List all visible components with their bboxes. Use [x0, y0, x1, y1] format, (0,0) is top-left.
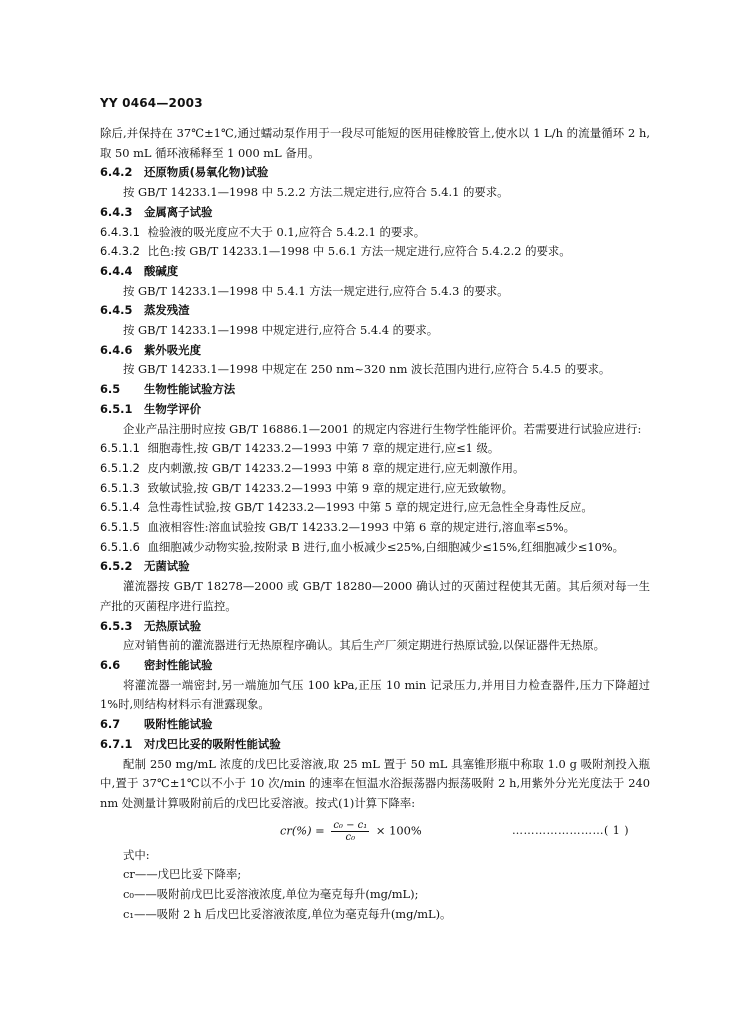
section-heading	[100, 557, 650, 577]
document-body	[100, 124, 650, 924]
formula-lhs: cr(%) =	[280, 823, 325, 838]
formula-numerator: c₀ − c₁	[333, 819, 368, 831]
section-heading	[100, 163, 650, 183]
clause-number: 6.4.3.2	[100, 244, 140, 259]
section-number: 6.5.1	[100, 401, 133, 416]
section-number: 6.4.6	[100, 342, 133, 357]
section-title: 密封性能试验	[144, 657, 213, 672]
section-title: 酸碱度	[144, 263, 179, 278]
section-title: 还原物质(易氧化物)试验	[144, 165, 269, 180]
clause-number: 6.5.1.2	[100, 460, 140, 475]
section-title: 无热原试验	[144, 618, 201, 633]
section-heading	[100, 400, 650, 420]
formula-row	[100, 816, 650, 844]
section-number: 6.6	[100, 657, 121, 672]
section-number: 6.4.4	[100, 263, 133, 278]
clause	[100, 223, 650, 243]
section-title: 生物学评价	[144, 401, 201, 416]
clause-text: 致敏试验,按 GB/T 14233.2—1993 中第 9 章的规定进行,应无致敏物。	[147, 480, 514, 495]
section-number: 6.4.3	[100, 204, 133, 219]
section-number: 6.5.3	[100, 618, 133, 633]
paragraph: 按 GB/T 14233.1—1998 中 5.4.1 方法一规定进行,应符合 5.4.3 的要求。	[123, 283, 509, 298]
section-heading	[100, 735, 650, 755]
where-label: 式中:	[123, 847, 150, 862]
section-heading	[100, 617, 650, 637]
definition: c₀——吸附前戊巴比妥溶液浓度,单位为毫克每升(mg/mL);	[123, 887, 419, 902]
document-code: YY 0464—2003	[100, 96, 203, 110]
clause-number: 6.5.1.4	[100, 500, 140, 515]
definition: c₁——吸附 2 h 后戊巴比妥溶液浓度,单位为毫克每升(mg/mL)。	[123, 906, 452, 921]
clause	[100, 518, 650, 538]
formula-denominator: c₀	[345, 831, 356, 843]
section-title: 无菌试验	[144, 559, 190, 574]
section-heading	[100, 715, 650, 735]
formula-fraction	[331, 820, 369, 843]
section-title: 生物性能试验方法	[144, 382, 236, 397]
clause	[100, 242, 650, 262]
section-number: 6.7	[100, 717, 121, 732]
section-number: 6.4.2	[100, 165, 133, 180]
section-number: 6.4.5	[100, 303, 133, 318]
section-number: 6.7.1	[100, 736, 133, 751]
clause-number: 6.5.1.6	[100, 539, 140, 554]
section-number: 6.5.2	[100, 559, 133, 574]
paragraph: 按 GB/T 14233.1—1998 中规定进行,应符合 5.4.4 的要求。	[123, 323, 439, 338]
section-heading	[100, 203, 650, 223]
paragraph: 按 GB/T 14233.1—1998 中规定在 250 nm~320 nm 波长范围内进行,应符合 5.4.5 的要求。	[123, 362, 611, 377]
section-heading	[100, 262, 650, 282]
section-heading	[100, 301, 650, 321]
section-title: 吸附性能试验	[144, 717, 213, 732]
paragraph: 配制 250 mg/mL 浓度的戊巴比妥溶液,取 25 mL 置于 50 mL 具塞锥形瓶中称取 1.0 g 吸附剂投入瓶中,置于 37℃±1℃以不小于 10 次/min 的速率在恒温水浴振荡器内振荡吸附 2 h,用紫外分光光度法于 240 nm 处测量计算吸附前后的戊巴比妥溶液。按式(1)计算下降率:	[100, 756, 650, 810]
formula-number: ……………………( 1 )	[512, 823, 630, 837]
clause	[100, 538, 650, 558]
section-title: 对戊巴比妥的吸附性能试验	[144, 736, 281, 751]
paragraph: 灌流器按 GB/T 18278—2000 或 GB/T 18280—2000 确认过的灭菌过程使其无菌。其后须对每一生产批的灭菌程序进行监控。	[100, 579, 650, 613]
clause-number: 6.4.3.1	[100, 224, 140, 239]
clause-text: 急性毒性试验,按 GB/T 14233.2—1993 中第 5 章的规定进行,应无急性全身毒性反应。	[147, 500, 593, 515]
paragraph-continued	[100, 124, 650, 163]
section-title: 紫外吸光度	[144, 342, 201, 357]
formula	[280, 820, 422, 843]
clause	[100, 498, 650, 518]
clause-text: 比色:按 GB/T 14233.1—1998 中 5.6.1 方法一规定进行,应符合 5.4.2.2 的要求。	[147, 244, 571, 259]
clause-number: 6.5.1.5	[100, 520, 140, 535]
section-heading	[100, 656, 650, 676]
section-heading	[100, 341, 650, 361]
clause-text: 血细胞减少动物实验,按附录 B 进行,血小板减少≤25%,白细胞减少≤15%,红细胞减少≤10%。	[147, 539, 625, 554]
definition: cr——戊巴比妥下降率;	[123, 867, 242, 882]
clause-number: 6.5.1.3	[100, 480, 140, 495]
clause	[100, 479, 650, 499]
clause	[100, 439, 650, 459]
section-number: 6.5	[100, 382, 121, 397]
clause	[100, 459, 650, 479]
paragraph: 企业产品注册时应按 GB/T 16886.1—2001 的规定内容进行生物学性能评价。若需要进行试验应进行:	[123, 421, 642, 436]
clause-text: 检验液的吸光度应不大于 0.1,应符合 5.4.2.1 的要求。	[147, 224, 426, 239]
section-title: 蒸发残渣	[144, 303, 190, 318]
clause-number: 6.5.1.1	[100, 441, 140, 456]
formula-rhs: × 100%	[375, 823, 422, 838]
text-line: 除后,并保持在 37℃±1℃,通过蠕动泵作用于一段尽可能短的医用硅橡胶管上,使水以 1 L/h 的流量	[100, 126, 602, 140]
paragraph: 应对销售前的灌流器进行无热原程序确认。其后生产厂须定期进行热原试验,以保证器件无热原。	[123, 638, 606, 653]
text-line: 循环 2 h,取 50 mL 循环液稀释至 1 000 mL 备用。	[100, 126, 650, 160]
paragraph: 按 GB/T 14233.1—1998 中 5.2.2 方法二规定进行,应符合 5.4.1 的要求。	[123, 185, 509, 200]
clause-text: 细胞毒性,按 GB/T 14233.2—1993 中第 7 章的规定进行,应≤1 级。	[147, 441, 500, 456]
clause-text: 皮内刺激,按 GB/T 14233.2—1993 中第 8 章的规定进行,应无刺激作用。	[147, 460, 525, 475]
section-title: 金属离子试验	[144, 204, 213, 219]
clause-text: 血液相容性:溶血试验按 GB/T 14233.2—1993 中第 6 章的规定进行,溶血率≤5%。	[147, 520, 576, 535]
section-heading	[100, 380, 650, 400]
paragraph: 将灌流器一端密封,另一端施加气压 100 kPa,正压 10 min 记录压力,并用目力检查器件,压力下降超过 1%时,则结构材料示有泄露现象。	[100, 677, 650, 712]
